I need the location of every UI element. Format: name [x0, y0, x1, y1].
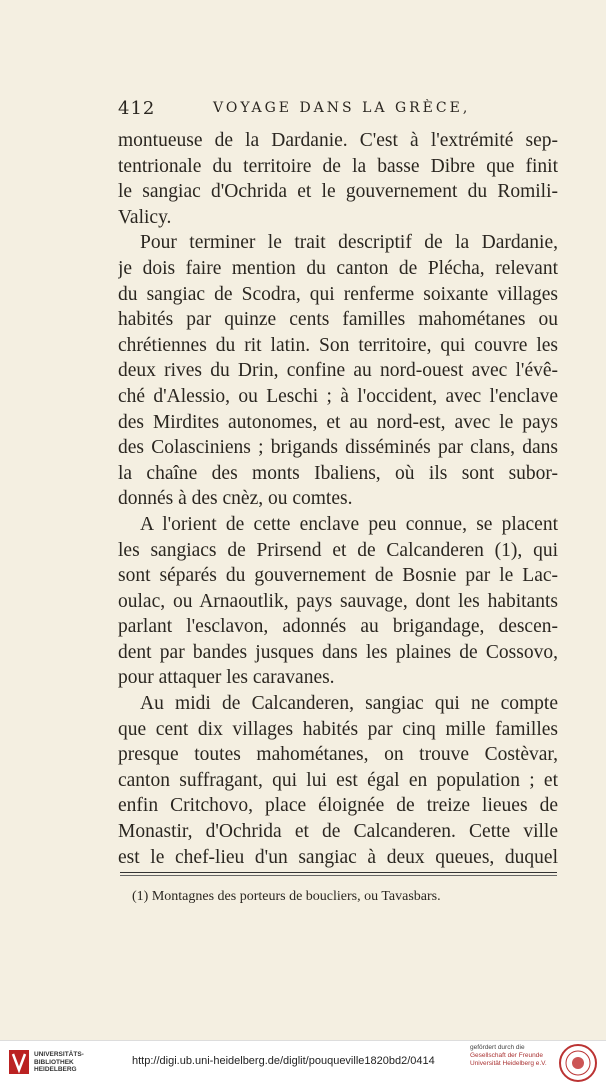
- text-line: est le chef-lieu d'un sangiac à deux queues, duquel: [118, 846, 558, 868]
- text-line: Au midi de Calcanderen, sangiac qui ne compte: [140, 693, 558, 715]
- paragraph: [118, 128, 558, 230]
- text-line: que cent dix villages habités par cinq mille familles: [118, 718, 558, 740]
- library-name-line: BIBLIOTHEK: [34, 1058, 74, 1066]
- paragraph: [118, 691, 558, 870]
- text-line: enfin Critchovo, place éloignée de treize lieues de: [118, 795, 558, 817]
- text-line: tentrionale du territoire de la basse Dibre que finit: [118, 155, 558, 177]
- text-line: A l'orient de cette enclave peu connue, se placent: [140, 513, 558, 535]
- text-line: des Mirdites autonomes, et au nord-est, avec le pays: [118, 411, 558, 433]
- text-line: habités par quinze cents familles mahométanes ou: [118, 309, 558, 331]
- paragraph: [118, 230, 558, 512]
- university-seal-icon: [558, 1043, 598, 1083]
- text-line: sont séparés du gouvernement de Bosnie par le Lac-: [118, 565, 558, 587]
- viewer-footer: [0, 1040, 606, 1084]
- text-line: la chaîne des monts Ibaliens, où ils sont subor-: [118, 462, 558, 484]
- library-name-line: UNIVERSITÄTS-: [34, 1051, 84, 1058]
- text-line: du sangiac de Scodra, qui renferme soixante villages: [118, 283, 558, 305]
- footnote-rule: [120, 872, 557, 873]
- text-line: Valicy.: [118, 206, 172, 228]
- text-line: des Colasciniens ; brigands disséminés par clans, dans: [118, 437, 558, 459]
- text-line: Monastir, d'Ochrida et de Calcanderen. Cette ville: [118, 821, 558, 843]
- text-line: deux rives du Drin, confine au nord-ouest avec l'évê-: [118, 360, 558, 382]
- text-line: donnés à des cnèz, ou comtes.: [118, 488, 353, 510]
- text-line: les sangiacs de Prirsend et de Calcanderen (1), qui: [118, 539, 558, 561]
- permalink-url[interactable]: http://digi.ub.uni-heidelberg.de/diglit/pouqueville1820bd2/0414: [132, 1055, 435, 1067]
- sponsor-line: Universität Heidelberg e.V.: [470, 1060, 547, 1067]
- library-name-line: HEIDELBERG: [34, 1066, 77, 1073]
- text-line: montueuse de la Dardanie. C'est à l'extrémité sep-: [118, 130, 558, 151]
- body-text: [118, 128, 558, 870]
- sponsor-line: Gesellschaft der Freunde: [470, 1052, 543, 1059]
- text-line: parlant l'esclavon, adonnés au brigandage, descen-: [118, 616, 558, 638]
- text-line: presque toutes mahométanes, on trouve Costèvar,: [118, 744, 558, 766]
- footnote-rule-secondary: [120, 875, 557, 876]
- text-line: je dois faire mention du canton de Plécha, relevant: [118, 257, 558, 279]
- running-title: VOYAGE DANS LA GRÈCE,: [213, 100, 471, 116]
- text-line: ché d'Alessio, ou Leschi ; à l'occident, avec l'enclave: [118, 385, 558, 407]
- text-line: oulac, ou Arnaoutlik, pays sauvage, dont les habitants: [118, 590, 558, 612]
- library-logo-icon[interactable]: [8, 1048, 30, 1076]
- page-header: [118, 98, 558, 124]
- footnote: (1) Montagnes des porteurs de boucliers, ou Tavasbars.: [132, 889, 441, 904]
- sponsor-line: gefördert durch die: [470, 1044, 525, 1051]
- text-line: pour attaquer les caravanes.: [118, 667, 335, 689]
- text-line: le sangiac d'Ochrida et le gouvernement du Romili-: [118, 181, 558, 203]
- text-line: Pour terminer le trait descriptif de la Dardanie,: [140, 232, 558, 254]
- text-line: chrétiennes du rit latin. Son territoire, qui couvre les: [118, 334, 558, 356]
- library-name: [34, 1051, 84, 1074]
- text-line: dent par bandes jusques dans les plaines de Cossovo,: [118, 641, 558, 663]
- sponsor-credit: [470, 1044, 547, 1068]
- page-number: 412: [118, 98, 156, 119]
- paragraph: [118, 512, 558, 691]
- text-line: canton suffragant, qui lui est égal en population ; et: [118, 769, 558, 791]
